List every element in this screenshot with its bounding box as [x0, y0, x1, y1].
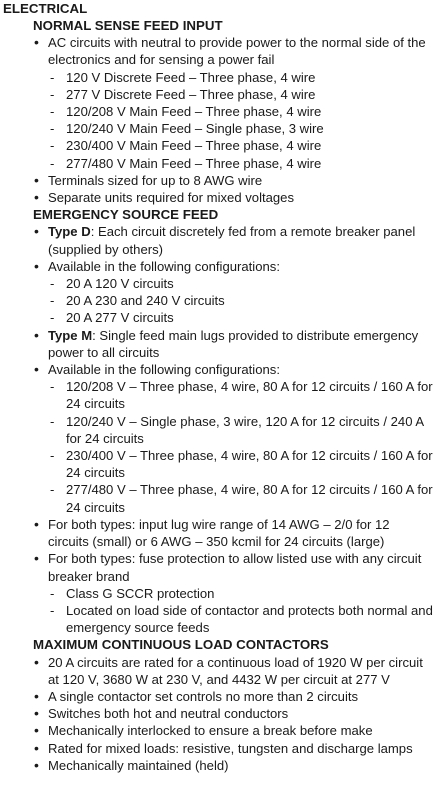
- bullet-terminals: • Terminals sized for up to 8 AWG wire: [3, 172, 433, 189]
- bullet-available-1: • Available in the following configurations:: [3, 258, 433, 275]
- bullet-type-d: [3, 223, 433, 257]
- dash-item: - Located on load side of contactor and protects both normal and emergency source feeds: [3, 602, 433, 636]
- dash-item: - 230/400 V – Three phase, 4 wire, 80 A for 12 circuits / 160 A for 24 circuits: [3, 447, 433, 481]
- bullet-available-2: • Available in the following configurations:: [3, 361, 433, 378]
- dash-item: - Class G SCCR protection: [3, 585, 433, 602]
- dash-item: - 20 A 230 and 240 V circuits: [3, 292, 433, 309]
- dash-item: - 230/400 V Main Feed – Three phase, 4 wire: [3, 137, 433, 154]
- bullet-both-types-fuse: • For both types: fuse protection to allow listed use with any circuit breaker brand: [3, 550, 433, 584]
- dash-item: - 120 V Discrete Feed – Three phase, 4 wire: [3, 69, 433, 86]
- bullet-contactor: • 20 A circuits are rated for a continuous load of 1920 W per circuit at 120 V, 3680 W at 230 V, and 4432 W per circuit at 277 V: [3, 654, 433, 688]
- dash-item: - 120/240 V – Single phase, 3 wire, 120 A for 12 circuits / 240 A for 24 circuits: [3, 413, 433, 447]
- section-heading-normal-sense: NORMAL SENSE FEED INPUT: [33, 18, 223, 33]
- bullet-both-types-lug: • For both types: input lug wire range of 14 AWG – 2/0 for 12 circuits (small) or 6 AWG – 350 kcmil for 24 circuits (large): [3, 516, 433, 550]
- type-m-text: : Single feed main lugs provided to distribute emergency power to all circuits: [48, 327, 419, 360]
- dash-item: - 120/208 V – Three phase, 4 wire, 80 A for 12 circuits / 160 A for 24 circuits: [3, 378, 433, 412]
- dash-item: - 120/240 V Main Feed – Single phase, 3 wire: [3, 120, 433, 137]
- dash-item: - 277/480 V Main Feed – Three phase, 4 wire: [3, 155, 433, 172]
- section-heading-contactors: MAXIMUM CONTINUOUS LOAD CONTACTORS: [33, 637, 329, 653]
- bullet-contactor: • Mechanically interlocked to ensure a break before make: [3, 722, 433, 739]
- dash-item: - 277 V Discrete Feed – Three phase, 4 wire: [3, 86, 433, 103]
- bullet-contactor: • A single contactor set controls no more than 2 circuits: [3, 688, 433, 705]
- type-d-label: Type D: [48, 224, 91, 240]
- section-heading-emergency: EMERGENCY SOURCE FEED: [33, 207, 219, 223]
- type-d-text: : Each circuit discretely fed from a remote breaker panel (supplied by others): [48, 224, 416, 257]
- bullet-contactor: • Switches both hot and neutral conductors: [3, 705, 433, 722]
- doc-title: ELECTRICAL: [3, 1, 88, 16]
- dash-item: - 277/480 V – Three phase, 4 wire, 80 A for 12 circuits / 160 A for 24 circuits: [3, 481, 433, 515]
- dash-item: - 120/208 V Main Feed – Three phase, 4 wire: [3, 103, 433, 120]
- bullet-separate-units: • Separate units required for mixed voltages: [3, 189, 433, 206]
- bullet-contactor: • Rated for mixed loads: resistive, tungsten and discharge lamps: [3, 740, 433, 757]
- dash-item: - 20 A 277 V circuits: [3, 309, 433, 326]
- bullet-ac-circuits: • AC circuits with neutral to provide power to the normal side of the electronics and for sensing a power fail: [3, 34, 433, 68]
- type-m-label: Type M: [48, 327, 93, 343]
- spec-document: [3, 0, 433, 774]
- bullet-type-m: [3, 327, 433, 361]
- dash-item: - 20 A 120 V circuits: [3, 275, 433, 292]
- bullet-contactor: • Mechanically maintained (held): [3, 757, 433, 774]
